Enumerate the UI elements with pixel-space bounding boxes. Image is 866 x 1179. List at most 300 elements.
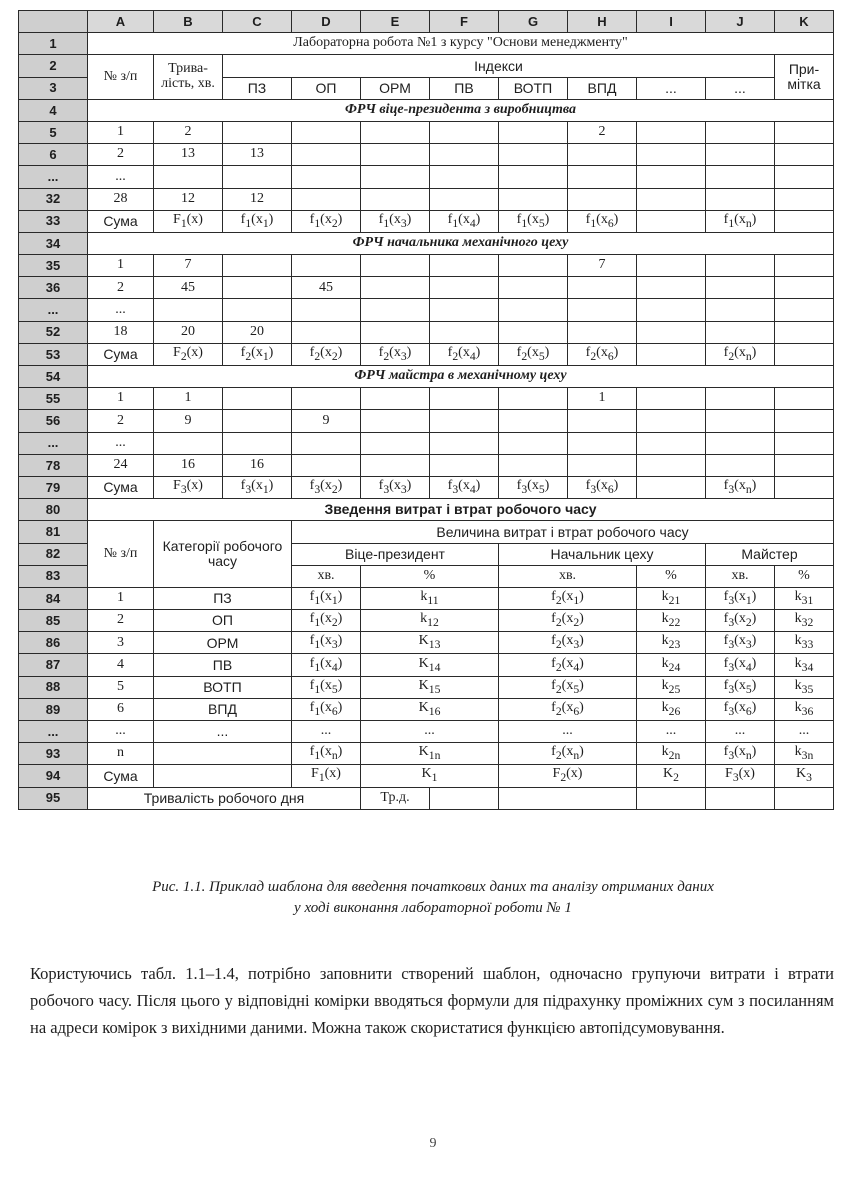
- cell-e[interactable]: [361, 255, 430, 277]
- cell-d[interactable]: [292, 454, 361, 476]
- cell-a[interactable]: ...: [88, 432, 154, 454]
- row-header[interactable]: 35: [19, 255, 88, 277]
- cell-d[interactable]: [292, 255, 361, 277]
- summary-num[interactable]: 6: [88, 698, 154, 720]
- summary-num[interactable]: 3: [88, 632, 154, 654]
- cell-j[interactable]: [706, 454, 775, 476]
- sum-cell[interactable]: $f_2(x_n)$: [706, 343, 775, 365]
- row-header[interactable]: ...: [19, 299, 88, 321]
- cell-c[interactable]: [223, 388, 292, 410]
- cell-j[interactable]: [706, 388, 775, 410]
- sum-total[interactable]: $F_1(x)$: [154, 210, 223, 232]
- cell-f[interactable]: [430, 454, 499, 476]
- column-header-j[interactable]: J: [706, 11, 775, 33]
- row-header[interactable]: ...: [19, 721, 88, 743]
- summary-value[interactable]: $K_3$: [775, 765, 834, 787]
- row-header[interactable]: 81: [19, 521, 88, 543]
- summary-num[interactable]: 5: [88, 676, 154, 698]
- summary-value[interactable]: ...: [775, 721, 834, 743]
- row-header[interactable]: 4: [19, 99, 88, 121]
- sum-cell[interactable]: $f_3(x_6)$: [568, 476, 637, 498]
- cell-a[interactable]: 24: [88, 454, 154, 476]
- row-header[interactable]: 56: [19, 410, 88, 432]
- cell-c[interactable]: 12: [223, 188, 292, 210]
- row-header[interactable]: 2: [19, 55, 88, 77]
- summary-value[interactable]: $k_{22}$: [637, 610, 706, 632]
- sum-cell[interactable]: $f_1(x_4)$: [430, 210, 499, 232]
- row-header[interactable]: 55: [19, 388, 88, 410]
- sum-cell[interactable]: $f_2(x_3)$: [361, 343, 430, 365]
- sum-cell[interactable]: [637, 476, 706, 498]
- cell-e[interactable]: [361, 166, 430, 188]
- row-header[interactable]: 33: [19, 210, 88, 232]
- sum-cell[interactable]: $f_3(x_n)$: [706, 476, 775, 498]
- cell-f[interactable]: [430, 410, 499, 432]
- cell[interactable]: [637, 787, 706, 809]
- workday-value[interactable]: Тр.д.: [361, 787, 430, 809]
- cell-f[interactable]: [430, 388, 499, 410]
- summary-value[interactable]: $f_3(x_4)$: [706, 654, 775, 676]
- summary-value[interactable]: $k_{12}$: [361, 610, 499, 632]
- row-header[interactable]: 36: [19, 277, 88, 299]
- cell-k[interactable]: [775, 432, 834, 454]
- summary-row: [19, 654, 834, 676]
- cell-b[interactable]: 13: [154, 144, 223, 166]
- sum-cell[interactable]: $f_3(x_5)$: [499, 476, 568, 498]
- row-header[interactable]: 1: [19, 33, 88, 55]
- cell-i[interactable]: [637, 277, 706, 299]
- cell-k[interactable]: [775, 121, 834, 143]
- summary-value[interactable]: ...: [292, 721, 361, 743]
- cell-b[interactable]: 9: [154, 410, 223, 432]
- cell-c[interactable]: [223, 255, 292, 277]
- row-header[interactable]: 53: [19, 343, 88, 365]
- sum-cell[interactable]: $f_3(x_4)$: [430, 476, 499, 498]
- summary-value[interactable]: $f_3(x_n)$: [706, 743, 775, 765]
- cell-k[interactable]: [775, 454, 834, 476]
- cell-i[interactable]: [637, 121, 706, 143]
- summary-value[interactable]: $f_2(x_6)$: [499, 698, 637, 720]
- cell-c[interactable]: [223, 410, 292, 432]
- cell-b[interactable]: [154, 299, 223, 321]
- cell-k[interactable]: [775, 343, 834, 365]
- cell-g[interactable]: [499, 321, 568, 343]
- cell-j[interactable]: [706, 166, 775, 188]
- summary-category[interactable]: ПВ: [154, 654, 292, 676]
- cell-h[interactable]: [568, 299, 637, 321]
- row-header[interactable]: 84: [19, 587, 88, 609]
- column-header-i[interactable]: I: [637, 11, 706, 33]
- row-header[interactable]: 5: [19, 121, 88, 143]
- cell-k[interactable]: [775, 210, 834, 232]
- summary-category[interactable]: ВПД: [154, 698, 292, 720]
- summary-value[interactable]: $f_1(x_1)$: [292, 587, 361, 609]
- summary-num[interactable]: 2: [88, 610, 154, 632]
- summary-value[interactable]: ...: [637, 721, 706, 743]
- sum-cell[interactable]: $f_1(x_1)$: [223, 210, 292, 232]
- data-row: [19, 188, 834, 210]
- cell-e[interactable]: [361, 277, 430, 299]
- cell-h[interactable]: 7: [568, 255, 637, 277]
- column-header-e[interactable]: E: [361, 11, 430, 33]
- cell-a[interactable]: 28: [88, 188, 154, 210]
- summary-value[interactable]: $f_1(x_6)$: [292, 698, 361, 720]
- cell-k[interactable]: [775, 166, 834, 188]
- cell-f[interactable]: [430, 166, 499, 188]
- summary-value[interactable]: $f_3(x_1)$: [706, 587, 775, 609]
- summary-value[interactable]: $f_3(x_3)$: [706, 632, 775, 654]
- row-header[interactable]: 85: [19, 610, 88, 632]
- row-header[interactable]: 94: [19, 765, 88, 787]
- cell[interactable]: [775, 787, 834, 809]
- column-header-g[interactable]: G: [499, 11, 568, 33]
- cell-b[interactable]: 1: [154, 388, 223, 410]
- cell-g[interactable]: [499, 188, 568, 210]
- column-header-a[interactable]: A: [88, 11, 154, 33]
- note-header: При-мітка: [775, 55, 834, 99]
- summary-value[interactable]: $k_{3n}$: [775, 743, 834, 765]
- cell-j[interactable]: [706, 321, 775, 343]
- row-header[interactable]: 34: [19, 232, 88, 254]
- cell-c[interactable]: [223, 121, 292, 143]
- summary-value[interactable]: $f_1(x_n)$: [292, 743, 361, 765]
- workday-label[interactable]: Тривалість робочого дня: [88, 787, 361, 809]
- sum-cell[interactable]: $f_1(x_2)$: [292, 210, 361, 232]
- row-header[interactable]: 3: [19, 77, 88, 99]
- sum-cell[interactable]: $f_1(x_5)$: [499, 210, 568, 232]
- cell-f[interactable]: [430, 188, 499, 210]
- summary-value[interactable]: $F_3(x)$: [706, 765, 775, 787]
- cell-c[interactable]: 20: [223, 321, 292, 343]
- cell-d[interactable]: 9: [292, 410, 361, 432]
- summary-category[interactable]: ОРМ: [154, 632, 292, 654]
- summary-value[interactable]: $k_{31}$: [775, 587, 834, 609]
- column-header-d[interactable]: D: [292, 11, 361, 33]
- column-header-f[interactable]: F: [430, 11, 499, 33]
- cell-i[interactable]: [637, 388, 706, 410]
- summary-category[interactable]: ОП: [154, 610, 292, 632]
- summary-value[interactable]: $k_{26}$: [637, 698, 706, 720]
- cell-h[interactable]: 2: [568, 121, 637, 143]
- summary-value[interactable]: ...: [499, 721, 637, 743]
- cell-e[interactable]: [361, 321, 430, 343]
- row-header[interactable]: 78: [19, 454, 88, 476]
- cell-i[interactable]: [637, 144, 706, 166]
- summary-category[interactable]: [154, 743, 292, 765]
- cell-d[interactable]: [292, 299, 361, 321]
- summary-value[interactable]: $k_{25}$: [637, 676, 706, 698]
- cell-g[interactable]: [499, 299, 568, 321]
- data-row: [19, 432, 834, 454]
- row-header[interactable]: 88: [19, 676, 88, 698]
- cell-d[interactable]: [292, 432, 361, 454]
- summary-category[interactable]: ...: [154, 721, 292, 743]
- summary-value[interactable]: $K_{16}$: [361, 698, 499, 720]
- cell-g[interactable]: [499, 410, 568, 432]
- summary-num[interactable]: n: [88, 743, 154, 765]
- cell-f[interactable]: [430, 121, 499, 143]
- cell-k[interactable]: [775, 388, 834, 410]
- cell-c[interactable]: [223, 432, 292, 454]
- row-header[interactable]: 89: [19, 698, 88, 720]
- row-header[interactable]: 54: [19, 366, 88, 388]
- cell-g[interactable]: [499, 277, 568, 299]
- column-header-b[interactable]: B: [154, 11, 223, 33]
- summary-value[interactable]: $f_2(x_5)$: [499, 676, 637, 698]
- cell-e[interactable]: [361, 121, 430, 143]
- summary-value[interactable]: $f_3(x_6)$: [706, 698, 775, 720]
- cell-i[interactable]: [637, 321, 706, 343]
- cell-g[interactable]: [499, 255, 568, 277]
- cell[interactable]: [430, 787, 499, 809]
- summary-value[interactable]: $f_3(x_2)$: [706, 610, 775, 632]
- sum-cell[interactable]: $f_1(x_3)$: [361, 210, 430, 232]
- cell-f[interactable]: [430, 277, 499, 299]
- summary-value[interactable]: ...: [361, 721, 499, 743]
- sum-cell[interactable]: [637, 210, 706, 232]
- cell-a[interactable]: ...: [88, 299, 154, 321]
- summary-num[interactable]: 4: [88, 654, 154, 676]
- cell-f[interactable]: [430, 321, 499, 343]
- cell-g[interactable]: [499, 166, 568, 188]
- cell-b[interactable]: 16: [154, 454, 223, 476]
- cell-f[interactable]: [430, 299, 499, 321]
- summary-value[interactable]: $f_2(x_n)$: [499, 743, 637, 765]
- sum-cell[interactable]: $f_2(x_2)$: [292, 343, 361, 365]
- cell-c[interactable]: 16: [223, 454, 292, 476]
- cell-g[interactable]: [499, 144, 568, 166]
- row-header[interactable]: 86: [19, 632, 88, 654]
- cell-g[interactable]: [499, 454, 568, 476]
- cell-f[interactable]: [430, 432, 499, 454]
- cell-j[interactable]: [706, 277, 775, 299]
- summary-value[interactable]: $f_2(x_3)$: [499, 632, 637, 654]
- cell-d[interactable]: [292, 388, 361, 410]
- summary-value[interactable]: $f_2(x_2)$: [499, 610, 637, 632]
- summary-value[interactable]: $f_3(x_5)$: [706, 676, 775, 698]
- cell-d[interactable]: 45: [292, 277, 361, 299]
- sum-cell[interactable]: $f_2(x_4)$: [430, 343, 499, 365]
- summary-value[interactable]: $f_1(x_5)$: [292, 676, 361, 698]
- column-header-k[interactable]: K: [775, 11, 834, 33]
- cell-e[interactable]: [361, 410, 430, 432]
- sum-cell[interactable]: [637, 343, 706, 365]
- summary-value[interactable]: $k_{33}$: [775, 632, 834, 654]
- cell-e[interactable]: [361, 299, 430, 321]
- row-header[interactable]: 82: [19, 543, 88, 565]
- cell-c[interactable]: [223, 277, 292, 299]
- column-header-c[interactable]: C: [223, 11, 292, 33]
- sum-label[interactable]: Сума: [88, 476, 154, 498]
- summary-value[interactable]: $k_{23}$: [637, 632, 706, 654]
- cell-b[interactable]: [154, 432, 223, 454]
- summary-value[interactable]: ...: [706, 721, 775, 743]
- cell-d[interactable]: [292, 144, 361, 166]
- sum-cell[interactable]: $f_2(x_5)$: [499, 343, 568, 365]
- row-header[interactable]: ...: [19, 166, 88, 188]
- summary-value[interactable]: $f_1(x_2)$: [292, 610, 361, 632]
- summary-num[interactable]: ...: [88, 721, 154, 743]
- cell-h[interactable]: [568, 410, 637, 432]
- summary-value[interactable]: $f_1(x_4)$: [292, 654, 361, 676]
- summary-value[interactable]: $K_1$: [361, 765, 499, 787]
- cell[interactable]: [499, 787, 637, 809]
- cell-f[interactable]: [430, 144, 499, 166]
- summary-value[interactable]: $K_{15}$: [361, 676, 499, 698]
- cell-c[interactable]: 13: [223, 144, 292, 166]
- summary-value[interactable]: $k_{32}$: [775, 610, 834, 632]
- cell-i[interactable]: [637, 188, 706, 210]
- cell-h[interactable]: [568, 277, 637, 299]
- cell-h[interactable]: [568, 166, 637, 188]
- sum-cell[interactable]: $f_3(x_3)$: [361, 476, 430, 498]
- row-header[interactable]: 79: [19, 476, 88, 498]
- summary-value[interactable]: $F_1(x)$: [292, 765, 361, 787]
- cell-b[interactable]: 2: [154, 121, 223, 143]
- cell-i[interactable]: [637, 454, 706, 476]
- row-header[interactable]: 87: [19, 654, 88, 676]
- summary-value[interactable]: $k_{24}$: [637, 654, 706, 676]
- summary-value[interactable]: $k_{36}$: [775, 698, 834, 720]
- cell-j[interactable]: [706, 299, 775, 321]
- cell-j[interactable]: [706, 255, 775, 277]
- cell-b[interactable]: 20: [154, 321, 223, 343]
- cell-b[interactable]: 12: [154, 188, 223, 210]
- column-header-h[interactable]: H: [568, 11, 637, 33]
- row-header[interactable]: 6: [19, 144, 88, 166]
- summary-value[interactable]: $F_2(x)$: [499, 765, 637, 787]
- cell-j[interactable]: [706, 410, 775, 432]
- cell[interactable]: [706, 787, 775, 809]
- sum-cell[interactable]: $f_2(x_6)$: [568, 343, 637, 365]
- cell-a[interactable]: 2: [88, 144, 154, 166]
- cell-a[interactable]: ...: [88, 166, 154, 188]
- cell-g[interactable]: [499, 388, 568, 410]
- cell-h[interactable]: [568, 454, 637, 476]
- sum-cell[interactable]: $f_3(x_2)$: [292, 476, 361, 498]
- cell-e[interactable]: [361, 454, 430, 476]
- cell-b[interactable]: 45: [154, 277, 223, 299]
- cell-a[interactable]: 2: [88, 277, 154, 299]
- cell-h[interactable]: [568, 432, 637, 454]
- summary-value[interactable]: $K_{14}$: [361, 654, 499, 676]
- sum-cell[interactable]: $f_1(x_6)$: [568, 210, 637, 232]
- summary-num[interactable]: Сума: [88, 765, 154, 787]
- cell-k[interactable]: [775, 188, 834, 210]
- cell-i[interactable]: [637, 166, 706, 188]
- cell-j[interactable]: [706, 144, 775, 166]
- cell-g[interactable]: [499, 432, 568, 454]
- cell-k[interactable]: [775, 410, 834, 432]
- summary-value[interactable]: $f_2(x_4)$: [499, 654, 637, 676]
- summary-category[interactable]: [154, 765, 292, 787]
- cell-e[interactable]: [361, 188, 430, 210]
- row-header[interactable]: 52: [19, 321, 88, 343]
- summary-num[interactable]: 1: [88, 587, 154, 609]
- cell-e[interactable]: [361, 388, 430, 410]
- data-row: [19, 277, 834, 299]
- summary-value[interactable]: $k_{34}$: [775, 654, 834, 676]
- cell-h[interactable]: [568, 188, 637, 210]
- cell-j[interactable]: [706, 188, 775, 210]
- row-header[interactable]: 83: [19, 565, 88, 587]
- row-header[interactable]: 93: [19, 743, 88, 765]
- cell-a[interactable]: 2: [88, 410, 154, 432]
- cell-d[interactable]: [292, 321, 361, 343]
- cell-a[interactable]: 1: [88, 121, 154, 143]
- section-title: ФРЧ начальника механічного цеху: [88, 232, 834, 254]
- summary-value[interactable]: $f_1(x_3)$: [292, 632, 361, 654]
- summary-value[interactable]: $k_{2n}$: [637, 743, 706, 765]
- data-row: [19, 121, 834, 143]
- summary-value[interactable]: $f_2(x_1)$: [499, 587, 637, 609]
- row-header[interactable]: 80: [19, 499, 88, 521]
- summary-value[interactable]: $K_{13}$: [361, 632, 499, 654]
- summary-value[interactable]: $k_{11}$: [361, 587, 499, 609]
- cell-d[interactable]: [292, 188, 361, 210]
- summary-category[interactable]: ПЗ: [154, 587, 292, 609]
- row-header[interactable]: ...: [19, 432, 88, 454]
- cell-c[interactable]: [223, 166, 292, 188]
- sum-cell[interactable]: $f_2(x_1)$: [223, 343, 292, 365]
- sum-cell[interactable]: $f_3(x_1)$: [223, 476, 292, 498]
- summary-category[interactable]: ВОТП: [154, 676, 292, 698]
- cell-e[interactable]: [361, 432, 430, 454]
- cell-h[interactable]: [568, 321, 637, 343]
- cell-h[interactable]: [568, 144, 637, 166]
- cell-k[interactable]: [775, 299, 834, 321]
- sum-label[interactable]: Сума: [88, 343, 154, 365]
- cell-k[interactable]: [775, 321, 834, 343]
- sum-total[interactable]: $F_3(x)$: [154, 476, 223, 498]
- data-row: [19, 454, 834, 476]
- duration-header: Трива-лість, хв.: [154, 55, 223, 99]
- cell-d[interactable]: [292, 121, 361, 143]
- cell-b[interactable]: [154, 166, 223, 188]
- sum-cell[interactable]: $f_1(x_n)$: [706, 210, 775, 232]
- cell-k[interactable]: [775, 255, 834, 277]
- sum-total[interactable]: $F_2(x)$: [154, 343, 223, 365]
- sum-label[interactable]: Сума: [88, 210, 154, 232]
- cell-k[interactable]: [775, 277, 834, 299]
- summary-row: [19, 676, 834, 698]
- cell-c[interactable]: [223, 299, 292, 321]
- cell-a[interactable]: 18: [88, 321, 154, 343]
- row-header[interactable]: 95: [19, 787, 88, 809]
- cell-i[interactable]: [637, 410, 706, 432]
- cell-j[interactable]: [706, 432, 775, 454]
- cell-i[interactable]: [637, 432, 706, 454]
- cell-k[interactable]: [775, 144, 834, 166]
- cell-a[interactable]: 1: [88, 255, 154, 277]
- cell-g[interactable]: [499, 121, 568, 143]
- cell-a[interactable]: 1: [88, 388, 154, 410]
- cell-f[interactable]: [430, 255, 499, 277]
- cell-k[interactable]: [775, 476, 834, 498]
- cell-e[interactable]: [361, 144, 430, 166]
- summary-value[interactable]: $K_2$: [637, 765, 706, 787]
- cell-j[interactable]: [706, 121, 775, 143]
- summary-value[interactable]: $K_{1n}$: [361, 743, 499, 765]
- summary-value[interactable]: $k_{21}$: [637, 587, 706, 609]
- row-header[interactable]: 32: [19, 188, 88, 210]
- cell-h[interactable]: 1: [568, 388, 637, 410]
- summary-value[interactable]: $k_{35}$: [775, 676, 834, 698]
- cell-d[interactable]: [292, 166, 361, 188]
- cell-i[interactable]: [637, 255, 706, 277]
- cell-b[interactable]: 7: [154, 255, 223, 277]
- cell-i[interactable]: [637, 299, 706, 321]
